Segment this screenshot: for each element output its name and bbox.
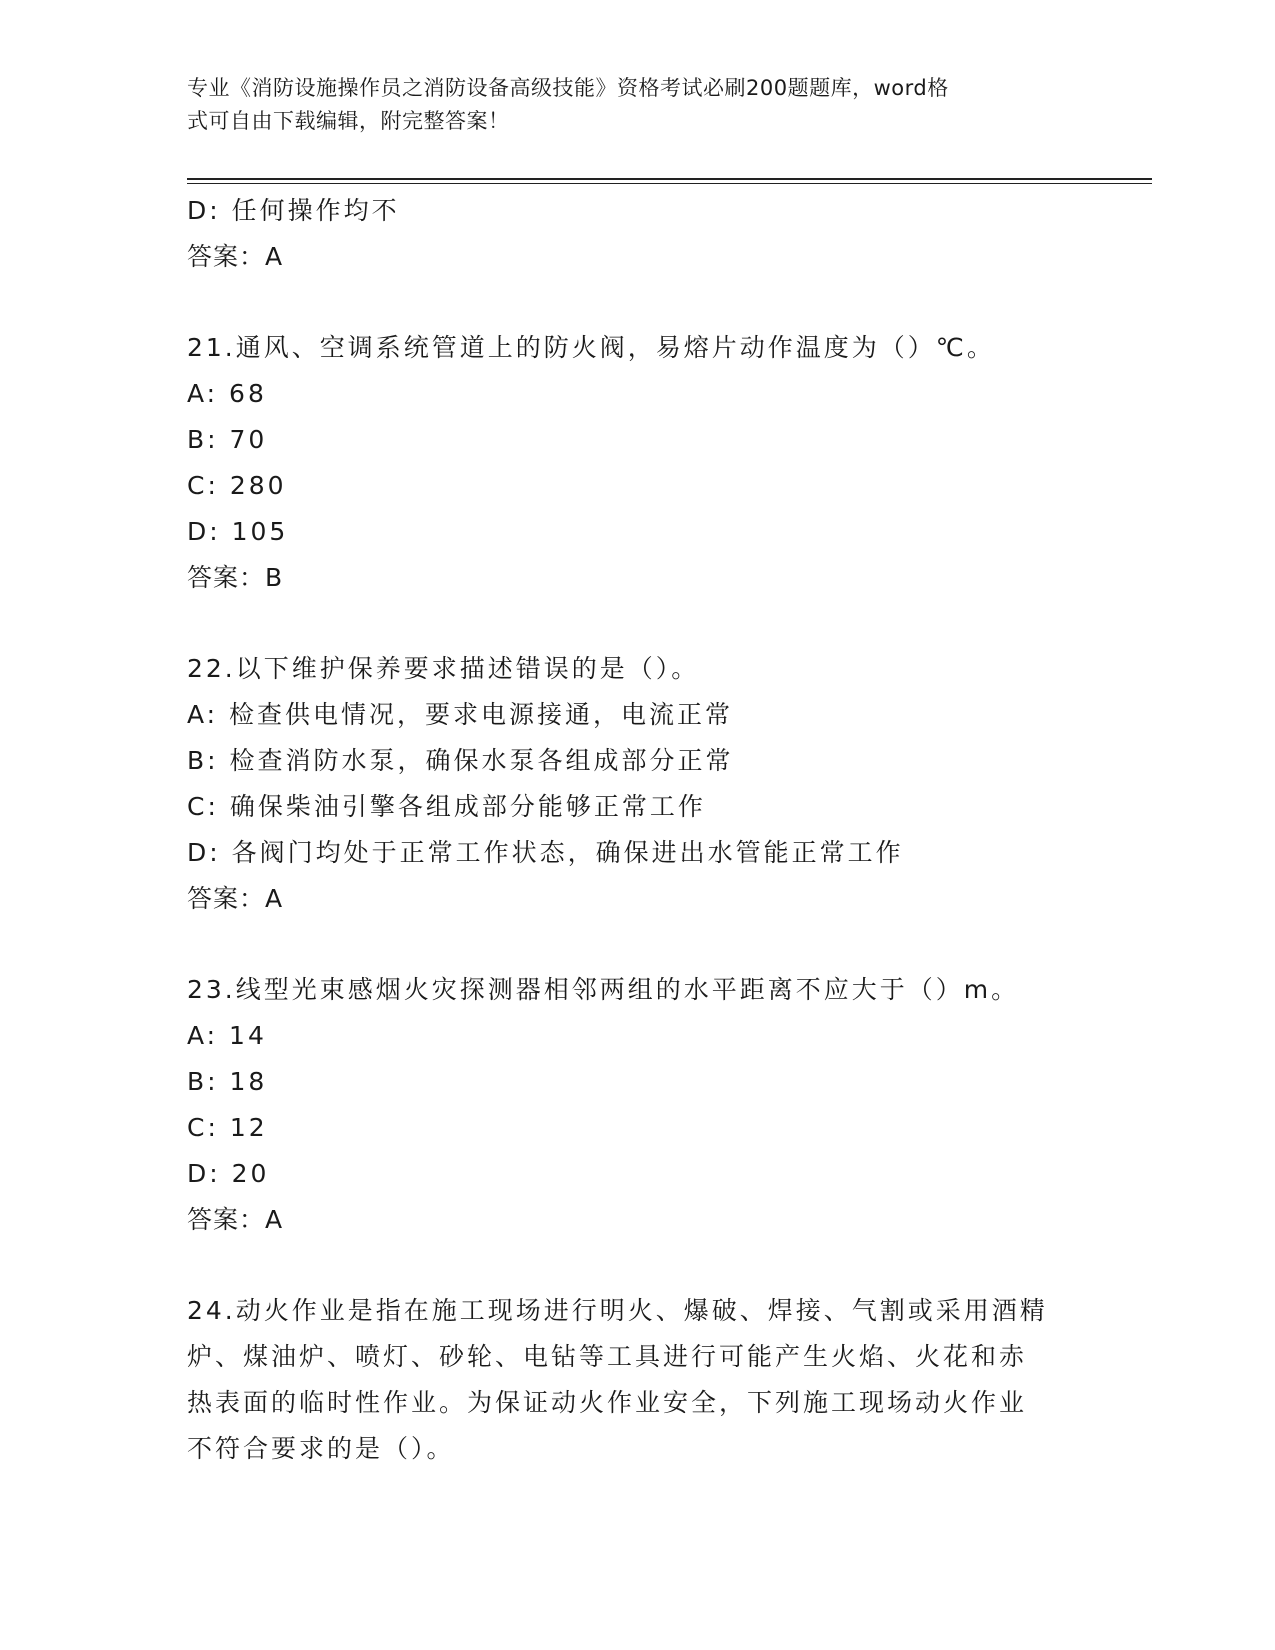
option-c: C: 280 [187,471,287,500]
option-a: A: 14 [187,1021,267,1050]
question-21 [187,325,1087,601]
option-b: B: 18 [187,1067,268,1096]
question-list [187,188,1087,1472]
question-stem-line-3: 热表面的临时性作业。为保证动火作业安全，下列施工现场动火作业 [187,1388,1028,1417]
document-header [187,72,1067,138]
option-a: A: 检查供电情况，要求电源接通，电流正常 [187,700,734,729]
question-stem: 21.通风、空调系统管道上的防火阀，易熔片动作温度为（）℃。 [187,333,995,362]
question-stem-line-2: 炉、煤油炉、喷灯、砂轮、电钻等工具进行可能产生火焰、火花和赤 [187,1342,1028,1371]
option-d: D: 各阀门均处于正常工作状态，确保进出水管能正常工作 [187,838,904,867]
option-b: B: 检查消防水泵，确保水泵各组成部分正常 [187,746,734,775]
answer-line: 答案：B [187,563,284,592]
question-22 [187,646,1087,922]
answer-line: 答案：A [187,1205,284,1234]
answer-line: 答案：A [187,242,284,271]
question-stem-line-1: 24.动火作业是指在施工现场进行明火、爆破、焊接、气割或采用酒精 [187,1296,1048,1325]
option-a: A: 68 [187,379,267,408]
option-d: D: 20 [187,1159,270,1188]
option-b: B: 70 [187,425,268,454]
header-line-1: 专业《消防设施操作员之消防设备高级技能》资格考试必刷200题题库，word格 [187,76,949,100]
option-d: D: 任何操作均不 [187,196,400,225]
option-c: C: 确保柴油引擎各组成部分能够正常工作 [187,792,706,821]
question-stem-line-4: 不符合要求的是（）。 [187,1434,455,1463]
question-stem: 23.线型光束感烟火灾探测器相邻两组的水平距离不应大于（）m。 [187,975,1020,1004]
answer-line: 答案：A [187,884,284,913]
question-stem: 22.以下维护保养要求描述错误的是（）。 [187,654,700,683]
question-23 [187,967,1087,1243]
option-c: C: 12 [187,1113,268,1142]
header-rule-thin [187,183,1152,184]
question-20-tail [187,188,1087,280]
header-line-2: 式可自由下载编辑，附完整答案！ [187,109,510,133]
header-rule-thick [187,178,1152,180]
question-24 [187,1288,1087,1472]
option-d: D: 105 [187,517,289,546]
